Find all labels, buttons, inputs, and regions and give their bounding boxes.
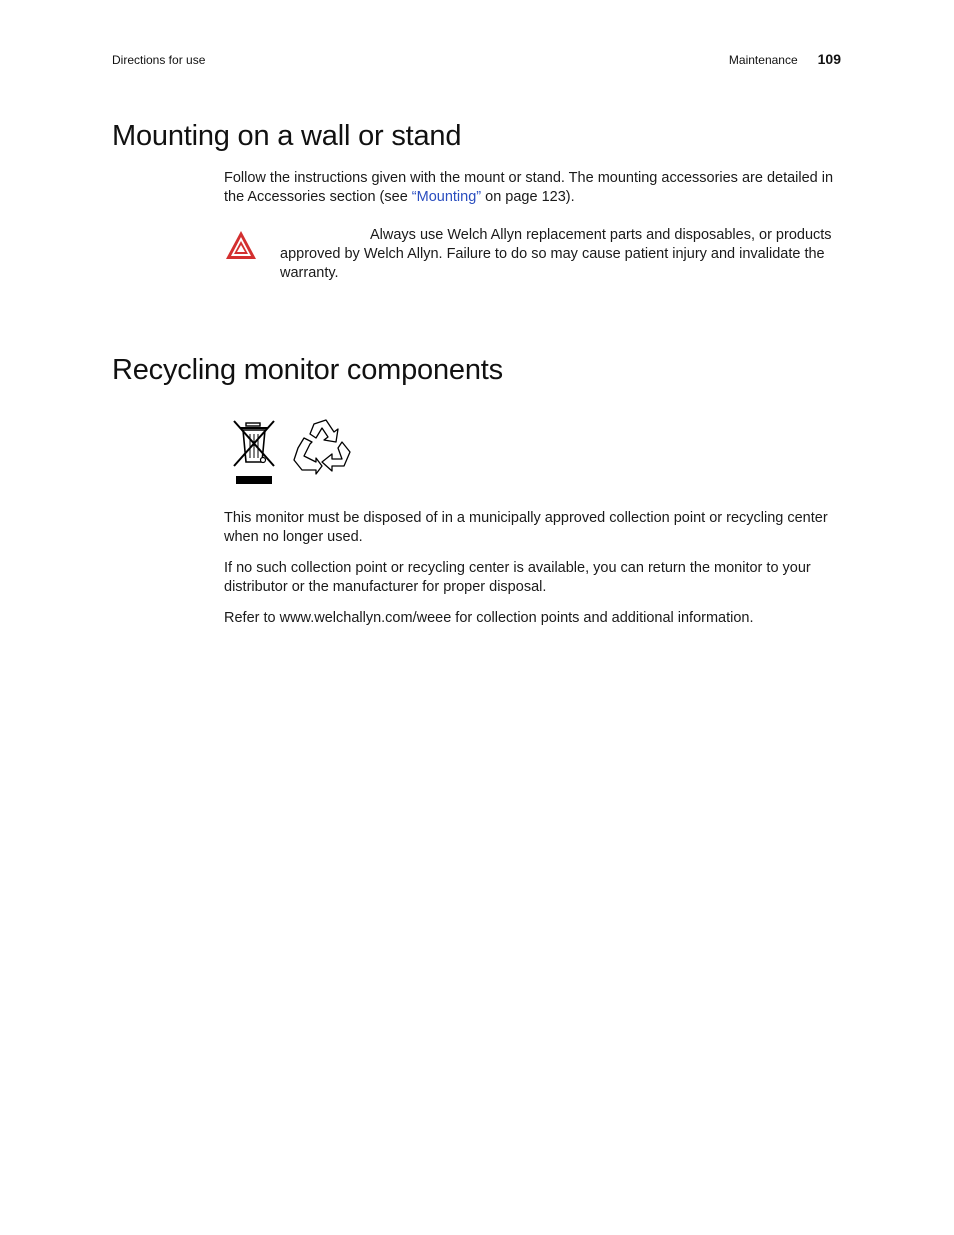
running-header-section: Maintenance <box>728 53 798 67</box>
mounting-cross-reference-link[interactable]: “Mounting” <box>411 189 482 205</box>
recycling-paragraph-3: Refer to www.welchallyn.com/weee for collection points and additional information. <box>224 610 754 626</box>
mounting-text-start: Follow the instructions given with the mount or stand. The mounting accessories are detailed in the Accessories section (see <box>224 170 834 205</box>
warning-text: Always use Welch Allyn replacement parts and disposables, or products approved by Welch Allyn. Failure to do so may cause patient injury and invalidate the warranty. <box>280 227 832 281</box>
running-header-right <box>729 51 841 67</box>
section-heading-mounting: Mounting on a wall or stand <box>112 120 462 152</box>
mounting-text-end: on page 123). <box>481 189 575 205</box>
disposal-symbols <box>228 416 358 486</box>
recycling-paragraph-1: This monitor must be disposed of in a municipally approved collection point or recycling center when no longer used. <box>224 510 828 545</box>
recycle-icon <box>292 418 354 476</box>
crossed-bin-icon <box>230 418 278 484</box>
section-heading-recycling: Recycling monitor components <box>112 354 503 386</box>
page-number: 109 <box>817 51 841 67</box>
recycling-paragraph-2: If no such collection point or recycling center is available, you can return the monitor to your distributor or the manufacturer for proper disposal. <box>224 560 811 595</box>
mounting-paragraph <box>224 169 844 207</box>
running-header-title: Directions for use <box>112 53 206 67</box>
warning-triangle-icon <box>224 229 258 261</box>
